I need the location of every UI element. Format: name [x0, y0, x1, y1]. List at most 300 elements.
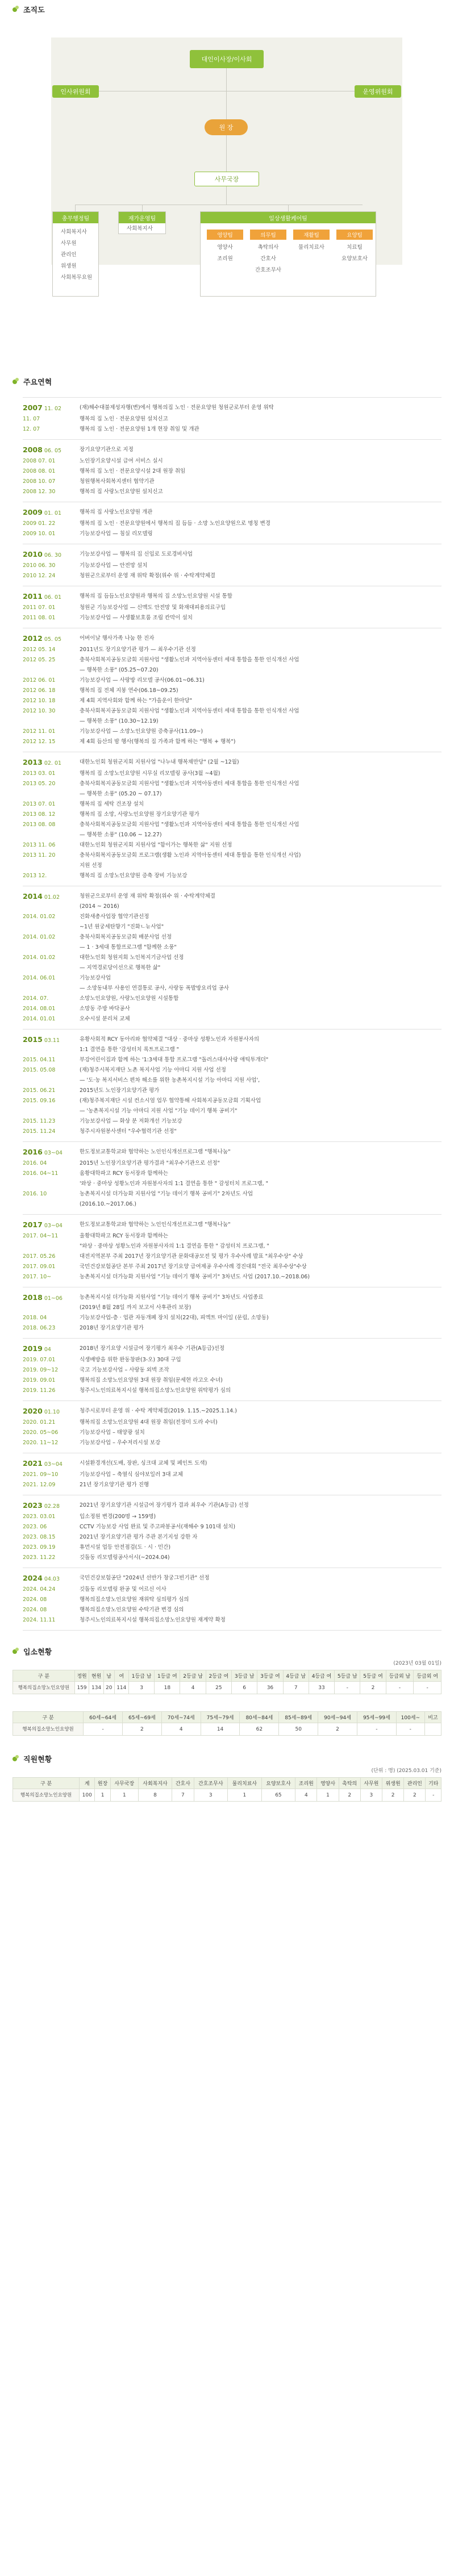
history-text: 농촌복지시설 더가능화 지원사업 "기능 데이기 행복 공비기" 2차년도 사업 (2016.10.~2017.06.)	[80, 1191, 253, 1207]
team-members: 사회복지사	[127, 226, 153, 232]
history-date: 2018. 04	[23, 1315, 47, 1321]
history-text: 청원군으로부터 운영 재 위탁 확정(위수 위 · 수탁계약체결 (2014 ~ 2016)	[80, 893, 215, 910]
history-text: 장기요양기관으로 지정	[80, 447, 134, 453]
history-year-block	[23, 1400, 441, 1453]
table-cell: 14	[201, 1723, 240, 1736]
history-date: 2017. 04~11	[23, 1233, 59, 1239]
history-year-block	[23, 586, 441, 628]
table-header-cell: 현원	[89, 1670, 104, 1682]
history-date: 12. 07	[23, 426, 40, 432]
history-date: 2012 05. 14	[23, 647, 56, 653]
staff-section	[0, 1753, 454, 1819]
history-row	[23, 1313, 441, 1323]
history-row	[23, 529, 441, 539]
history-date: 2019. 09.01	[23, 1377, 56, 1383]
table-cell: 7	[172, 1789, 194, 1802]
history-date: 2023. 08.15	[23, 1534, 56, 1540]
history-row	[23, 487, 441, 497]
table-cell: 행복의집소망노인요양원	[13, 1789, 80, 1802]
history-row	[23, 1512, 441, 1522]
history-text: 행복의집 소망노인요양원 3대 원장 취임(문세현 라고오 수녀)	[80, 1377, 223, 1383]
history-date: 2010 12. 24	[23, 573, 56, 579]
history-date: 2015 03.11	[23, 1035, 60, 1044]
history-text: 행복의 집 듬듬노인요양원과 행복의 집 소망노인요양원 시설 통합	[80, 593, 232, 599]
table-header-cell: 4등급 여	[309, 1670, 334, 1682]
table-header-cell: 원장	[95, 1778, 111, 1789]
table-cell: 134	[89, 1682, 104, 1694]
table-header-cell: 사무국장	[110, 1778, 138, 1789]
table-cell: 1	[317, 1789, 339, 1802]
table-header-cell: 1등급 여	[155, 1670, 180, 1682]
history-date: 2023 02.28	[23, 1501, 60, 1510]
history-text: 부강어린이집과 함께 하는 '1:3세대 통합 프로그램 "돌러스대사사랑 애틱투개더"	[80, 1057, 269, 1063]
history-row	[23, 507, 441, 519]
history-text: 행복의 집 소망노인요양원 시무실 리모델링 공사(3월 ~4월)	[80, 770, 220, 777]
table-cell: 33	[309, 1682, 334, 1694]
history-date: 2014 01.02	[23, 892, 60, 901]
table-header-cell: 85세~89세	[279, 1712, 318, 1723]
history-row	[23, 706, 441, 727]
table-cell: 1	[228, 1789, 262, 1802]
history-row	[23, 445, 441, 456]
table-header-cell: 80세~84세	[240, 1712, 279, 1723]
history-date: 2021. 09~10	[23, 1472, 59, 1478]
table-cell: 2	[339, 1789, 360, 1802]
history-text: 청원군 기능보강사업 — 신맥도 안전망 및 화재대피용의료구입	[80, 605, 226, 611]
history-section-title: 주요연혁	[0, 376, 454, 387]
history-text: 기능보강사업 — 행복의 집 신입로 도로경비사업	[80, 551, 193, 557]
history-date: 2017. 09.01	[23, 1264, 56, 1270]
history-row	[23, 891, 441, 912]
history-row	[23, 1262, 441, 1272]
residents-caption: (2023년 03월 01일)	[393, 1661, 441, 1666]
history-row	[23, 1147, 441, 1158]
team-title: 일상생활케어팀	[201, 212, 376, 223]
history-text: 소망동 주방 바닥공사	[80, 1006, 130, 1012]
history-text: 충북사회복지공동모금회 프로그램(생활 노인과 지역아동센터 세대 통합을 통한 인식개선 사업) 지원 선정	[80, 852, 301, 869]
history-row	[23, 414, 441, 424]
history-section	[0, 376, 454, 1631]
history-date: 2021 03~04	[23, 1459, 63, 1468]
history-text: (재)청주시복지재단 노촌 복지사업 기능 아마디 지원 사업 선정 — '도·농 복지서비스 편차 해소를 위한 농촌복지시설 기능 아마디 지원 사업',	[80, 1067, 260, 1083]
history-date: 2008 07. 01	[23, 458, 56, 464]
history-text: 청주시노인의료복지시설 행복의집소망노인요양원 위탁평가 심의	[80, 1387, 231, 1394]
history-date: 2012 06. 18	[23, 687, 56, 694]
history-year-block	[23, 1029, 441, 1141]
history-date: 2012 12. 15	[23, 739, 56, 745]
history-text: 행복의 집 노인 · 전문요양원 설치신고	[80, 416, 168, 422]
table-header-cell: 영양사	[317, 1778, 339, 1789]
table-cell: 2	[404, 1789, 426, 1802]
staff-table	[13, 1777, 441, 1802]
history-date: 2013 11. 06	[23, 842, 56, 848]
history-date: 2012 10. 18	[23, 698, 56, 704]
table-header-cell: 3등급 여	[257, 1670, 283, 1682]
history-year-block	[23, 628, 441, 752]
history-text: 2018년 장기요양기관 평가	[80, 1325, 144, 1331]
history-text: 소망노인요양원, 사랑노인요양원 시설통합	[80, 995, 179, 1002]
history-date: 2013 11. 20	[23, 852, 56, 858]
history-text: 행복의 집 노인 · 전문요양원 1개 현장 취임 및 개관	[80, 426, 199, 432]
history-date: 2013 07. 01	[23, 801, 56, 807]
history-text: 청주시로부터 운영 위 · 수탁 계약체결(2019. 1.15.~2025.1.14.)	[80, 1408, 237, 1414]
history-date: 2009 01. 01	[23, 508, 62, 516]
table-header-cell: 60세~64세	[84, 1712, 123, 1723]
history-row	[23, 737, 441, 747]
history-row	[23, 1532, 441, 1543]
history-year-block	[23, 544, 441, 586]
table-header-cell: 90세~94세	[318, 1712, 357, 1723]
history-year-block	[23, 397, 441, 439]
history-date: 2016. 10	[23, 1191, 47, 1197]
history-text: 제 4회 듬산의 밤 행사(행복의 집 가족과 함께 하는 "행복 + 행복")	[80, 739, 236, 745]
history-text: 21년 장기요양기관 평가 진행	[80, 1482, 149, 1488]
history-date: 2024. 08	[23, 1607, 47, 1613]
history-row	[23, 1406, 441, 1418]
table-cell: 4	[295, 1789, 317, 1802]
table-header-cell: 등급외 남	[386, 1670, 414, 1682]
history-date: 2017 03~04	[23, 1220, 63, 1229]
history-date: 2012 05. 25	[23, 657, 56, 663]
history-row	[23, 1458, 441, 1470]
history-date: 2020. 11~12	[23, 1440, 59, 1446]
history-row	[23, 613, 441, 623]
staff-section-title: 직원현황	[0, 1753, 454, 1764]
table-header-cell: 구 분	[13, 1712, 84, 1723]
history-date: 2024. 08	[23, 1597, 47, 1603]
history-text: 행복의 집 사랑노인요양원 개관	[80, 509, 153, 515]
history-text: 청주시자원봉사센터 "우수협력기관 선정"	[80, 1128, 177, 1135]
table-cell: 25	[206, 1682, 231, 1694]
history-text: 행복의 집 노인 · 전문요양시설 2대 원장 취임	[80, 468, 186, 474]
table-cell: 2	[122, 1723, 161, 1736]
unit-rehab: 재활팀	[293, 230, 330, 240]
history-text: 행복의 집 전체 지붕 연수(06.18~09.25)	[80, 687, 178, 694]
table-header-cell: 여	[114, 1670, 128, 1682]
history-text: 기능보강사업 — 소망노인요양원 증축공사(11.09~)	[80, 728, 203, 735]
table-header-cell: 위생원	[382, 1778, 404, 1789]
table-cell: 6	[232, 1682, 257, 1694]
history-date: 2020. 05~06	[23, 1429, 59, 1436]
history-text: 청원군으로부터 운영 재 위탁 확정(위수 위 · 수탁계약체결	[80, 573, 215, 579]
table-cell: 1	[95, 1789, 111, 1802]
history-date: 2018 01~06	[23, 1293, 63, 1302]
history-date: 2008 08. 01	[23, 468, 56, 474]
bullet-icon	[13, 378, 19, 385]
history-row	[23, 477, 441, 487]
unit-care: 요양팀	[336, 230, 373, 240]
history-row	[23, 810, 441, 820]
history-row	[23, 1323, 441, 1333]
table-cell: 3	[360, 1789, 382, 1802]
history-text: 휴먼시설 업등 안전점검(도 · 시 · 민간)	[80, 1544, 171, 1550]
history-row	[23, 973, 441, 994]
history-row	[23, 1615, 441, 1625]
table-cell: -	[386, 1682, 414, 1694]
personnel-committee-box: 인사위원회	[52, 85, 99, 98]
history-row	[23, 1158, 441, 1169]
history-date: 2023. 06	[23, 1524, 47, 1530]
history-date: 2015. 09.16	[23, 1098, 56, 1104]
team-title: 총무행정팀	[53, 212, 98, 223]
history-row	[23, 633, 441, 645]
history-text: 기능보강사업 — 소망동내부 사용인 연결통로 공사, 사랑동 폭발방요리업 공사	[80, 975, 230, 991]
table-header-cell: 구 분	[13, 1778, 80, 1789]
history-text: 행복의집소망노인요양원 수탁기관 변경 심의	[80, 1607, 184, 1613]
table-header-cell: 사회복지사	[138, 1778, 172, 1789]
history-row	[23, 1220, 441, 1231]
table-row	[13, 1723, 441, 1736]
history-row	[23, 1004, 441, 1014]
table-row	[13, 1682, 441, 1694]
history-date: 2008 12. 30	[23, 489, 56, 495]
table-header-cell: 사무원	[360, 1778, 382, 1789]
history-row	[23, 953, 441, 973]
history-row	[23, 549, 441, 561]
history-date: 2016. 04~11	[23, 1170, 59, 1177]
history-text: 기능보강사업-층 · 업관 자동개폐 장치 설치(22대), 피엑트 마이일 (문림, 소망동)	[80, 1315, 269, 1321]
history-row	[23, 851, 441, 871]
history-year-block	[23, 1338, 441, 1400]
history-text: 행복의 집 사랑노인요양원 설치신고	[80, 489, 163, 495]
table-header-cell: 65세~69세	[122, 1712, 161, 1723]
history-text: 대한노인회 청원군지회 지원사업 "함이가는 행복한 삶" 지원 선정	[80, 842, 232, 848]
table-cell: -	[426, 1789, 441, 1802]
history-date: 2023. 09.19	[23, 1544, 56, 1550]
table-header-cell: 관리인	[404, 1778, 426, 1789]
history-text: 어버이날 행사가족 나눔 한 진자	[80, 635, 155, 641]
history-text: 2015년도 노인장기요양기관 평가	[80, 1087, 160, 1094]
history-row	[23, 1252, 441, 1262]
org-line	[75, 205, 76, 211]
history-text: 행복의집소망노인요양원 재위탁 심의평가 심의	[80, 1597, 189, 1603]
history-year-block	[23, 1214, 441, 1287]
history-text: 시설환경개선(도배, 장판, 싱크대 교체 및 페인트 도색)	[80, 1460, 207, 1466]
director-box: 원 장	[205, 119, 248, 135]
table-cell: -	[335, 1682, 360, 1694]
history-row	[23, 645, 441, 655]
history-text: 기능보강사업 – 축열식 심야보일러 3대 교체	[80, 1472, 183, 1478]
history-year-block	[23, 439, 441, 502]
history-row	[23, 727, 441, 737]
history-text: 충북사회복지공동모금회 지원사업 "생활노인과 지역아동센터 세대 통합을 통한 인식개선 사업 — 행복한 소풍" (05.20 ~ 07.17)	[80, 781, 299, 797]
history-year-block	[23, 1287, 441, 1338]
history-date: 2011 08. 01	[23, 615, 56, 621]
history-row	[23, 403, 441, 414]
history-text: 국민건강보험공단 본부 주최 2017년 장기요양 급여제공 우수사례 경진대회 "전국 최우수상"수상	[80, 1264, 307, 1270]
history-date: 2011 07. 01	[23, 605, 56, 611]
table-cell: 100	[80, 1789, 95, 1802]
history-date: 11. 07	[23, 416, 40, 422]
history-text: 깃돌동 리모델링공사서시(~2024.04)	[80, 1554, 170, 1561]
unit-members: 물리치료사	[298, 244, 324, 251]
history-date: 2024. 11.11	[23, 1617, 56, 1623]
history-text: 2021년 장기요양기관 시설급여 장기평가 결과 최우수 기관(A등급) 선정	[80, 1502, 249, 1508]
table-header-cell: 물리치료사	[228, 1778, 262, 1789]
history-date: 2010 06. 30	[23, 562, 56, 569]
history-year-block	[23, 1568, 441, 1631]
history-row	[23, 1127, 441, 1137]
table-cell: -	[396, 1723, 424, 1736]
history-text: 기능보강사업 – 우수저리시설 보강	[80, 1440, 161, 1446]
history-text: 대한노인회 청원지회 노인복지기금사업 선정 — 지역경로당이선으로 행복한 삶"	[80, 954, 184, 971]
table-cell: 18	[155, 1682, 180, 1694]
history-row	[23, 686, 441, 696]
history-text: 기능보강사업 — 사생활보호룸 조립 칸막이 설치	[80, 615, 193, 621]
history-row	[23, 1169, 441, 1189]
history-text: 국고 기능보강사업 – 사랑동 외벽 조작	[80, 1367, 169, 1373]
table-cell: 2	[360, 1682, 386, 1694]
history-date: 2024. 04.24	[23, 1586, 56, 1593]
history-text: 2021년 장기요양기관 평가 주관 본기지성 강한 자	[80, 1534, 198, 1540]
history-date: 2013 08. 12	[23, 811, 56, 818]
history-text: 한도정보교통학교와 협약하는 노인인식개선프로그램 "행복나눔"	[80, 1149, 231, 1155]
history-row	[23, 1605, 441, 1615]
history-row	[23, 1055, 441, 1065]
steering-committee-box: 운영위원회	[355, 85, 401, 98]
secretary-general-box: 사무국장	[194, 172, 259, 186]
history-row	[23, 424, 441, 435]
table-header-cell: 정원	[74, 1670, 89, 1682]
history-date: 2012 06. 01	[23, 677, 56, 683]
history-date: 2014. 06.01	[23, 975, 56, 981]
history-row	[23, 1116, 441, 1127]
history-text: 2018년 장기요양 시설급여 장기평가 최우수 기관(A등급)선정	[80, 1345, 225, 1352]
history-text: (재)청주복지재단 시설 컨소시엄 업무 협약통해 사회복지공동모금회 기획사업 — '농촌복지시설 기능 아마디 지원 사업 "기능 데이기 행복 공비기"	[80, 1098, 261, 1114]
history-text: 충북사회복지공동모금회 지원사업 "생활노인과 지역아동센터 세대 통합을 통한 인식개선 사업 — 행복한 소풍" (10.06 ~ 12.27)	[80, 822, 299, 838]
history-row	[23, 1522, 441, 1532]
table-header-cell: 95세~99세	[357, 1712, 396, 1723]
history-text: 행복의 집 노인 · 전문요양원에서 행복의 집 듬듬 · 소망 노인요양원으로 명칭 변경	[80, 520, 270, 527]
history-text: 깃돌동 리모델링 완공 및 어르신 이사	[80, 1586, 166, 1593]
history-row	[23, 655, 441, 676]
history-date: 2013 03. 01	[23, 770, 56, 777]
table-cell: 36	[257, 1682, 283, 1694]
table-cell: 2	[382, 1789, 404, 1802]
history-row	[23, 1231, 441, 1252]
history-text: 울황대학파고 RCY 동서장과 함께하는 "와상 · 중마상 성황노인과 자원봉사자의 1:1 결연을 통한 " 감성터치 프로그램, "	[80, 1233, 269, 1249]
history-date: 2013 12.	[23, 873, 47, 879]
table-header-cell: 2등급 남	[180, 1670, 206, 1682]
table-header-cell: 5등급 남	[335, 1670, 360, 1682]
history-text: 행복의 집 세탁 건조장 설치	[80, 801, 144, 807]
history-date: 2013 05. 20	[23, 781, 56, 787]
history-row	[23, 1470, 441, 1480]
history-row	[23, 994, 441, 1004]
history-year-block	[23, 502, 441, 544]
history-date: 2021. 12.09	[23, 1482, 56, 1488]
table-header-cell: 촉탁의	[339, 1778, 360, 1789]
table-cell: 114	[114, 1682, 128, 1694]
history-row	[23, 1386, 441, 1396]
residents-grade-table	[13, 1670, 441, 1694]
table-header-cell: 계	[80, 1778, 95, 1789]
history-text: 2011년도 장기요양기관 평가 — 최우수기관 선정	[80, 647, 196, 653]
table-header-cell: 4등급 남	[283, 1670, 309, 1682]
staff-caption: (단위 : 명) (2025.03.01 기준)	[371, 1768, 441, 1774]
history-text: 입소정원 변경(200명 → 159명)	[80, 1514, 156, 1520]
unit-medical: 의무팀	[250, 230, 286, 240]
team-home-care	[118, 211, 166, 234]
history-date: 2019. 11.26	[23, 1387, 56, 1394]
history-row	[23, 466, 441, 477]
residents-age-table	[13, 1711, 441, 1736]
table-cell: 3	[128, 1682, 154, 1694]
history-date: 2012 11. 01	[23, 728, 56, 735]
history-year-block	[23, 886, 441, 1029]
history-row	[23, 571, 441, 581]
table-header-cell: 남	[103, 1670, 114, 1682]
history-year-block	[23, 1453, 441, 1495]
history-row	[23, 1355, 441, 1365]
history-row	[23, 1428, 441, 1438]
history-date: 2007 11. 02	[23, 403, 62, 412]
table-cell: 65	[261, 1789, 295, 1802]
bullet-icon	[13, 6, 19, 12]
history-list	[23, 397, 441, 1631]
history-row	[23, 871, 441, 881]
history-date: 2012 10. 30	[23, 708, 56, 714]
history-text: 기능보강사업 – 태양광 설치	[80, 1429, 145, 1436]
history-row	[23, 1065, 441, 1086]
history-text: 진화새총사업장 협약기관선정 ~1년 원궁세탄향기 "진화ㄴ뉴사업"	[80, 914, 164, 930]
history-row	[23, 840, 441, 851]
table-cell	[424, 1723, 441, 1736]
table-cell: 4	[161, 1723, 201, 1736]
history-date: 2008 10. 07	[23, 478, 56, 485]
history-text: 국민건강보험공단 "2024년 선반가 창궁그빈기관" 선정	[80, 1575, 210, 1581]
history-row	[23, 779, 441, 799]
unit-members: 치료팀 요양보호사	[341, 244, 368, 262]
table-cell: 159	[74, 1682, 89, 1694]
history-date: 2016. 04	[23, 1160, 47, 1166]
board-box: 대인이사장/이사회	[190, 50, 264, 68]
org-line	[288, 205, 289, 211]
history-row	[23, 1293, 441, 1313]
history-text: 제 4회 지역사회와 함께 하는 "가을운이 한마당"	[80, 698, 193, 704]
table-cell: 62	[240, 1723, 279, 1736]
history-row	[23, 1375, 441, 1386]
history-row	[23, 1344, 441, 1355]
history-date: 2023. 03.01	[23, 1514, 56, 1520]
unit-members: 촉탁의사 간호사 간호조무사	[255, 244, 281, 273]
bullet-icon	[13, 1648, 19, 1654]
history-text: 충북사회복지공동모금회 지원사업 "생활노인과 지역아동센터 세대 통합을 통한 인식개선 사업 — 행복한 소풍" (10.30~12.19)	[80, 708, 299, 724]
history-row	[23, 1500, 441, 1512]
history-text: 오수시설 분리처 교체	[80, 1016, 130, 1022]
history-year-block	[23, 1495, 441, 1568]
history-row	[23, 1096, 441, 1116]
history-row	[23, 591, 441, 603]
org-line	[142, 205, 143, 211]
history-row	[23, 676, 441, 686]
table-cell: 2	[318, 1723, 357, 1736]
history-row	[23, 820, 441, 840]
history-date: 2013 08. 08	[23, 822, 56, 828]
table-header-cell: 요양보호사	[261, 1778, 295, 1789]
history-date: 2024 04.03	[23, 1574, 60, 1582]
history-date: 2019 04	[23, 1344, 51, 1353]
history-text: 식생배방을 위한 완동창판(3-오) 30대 구입	[80, 1357, 181, 1363]
history-date: 2014. 01.01	[23, 1016, 56, 1022]
history-row	[23, 1035, 441, 1055]
history-text: (재)해수대불제성자행(변)에서 행복의집 노인 · 전문요양원 청원군로부터 운영 위탁	[80, 405, 274, 411]
history-row	[23, 1438, 441, 1448]
table-header-cell: 기타	[426, 1778, 441, 1789]
history-date: 2009 10. 01	[23, 531, 56, 537]
table-header-cell: 5등급 여	[360, 1670, 386, 1682]
history-date: 2012 05. 05	[23, 634, 62, 643]
